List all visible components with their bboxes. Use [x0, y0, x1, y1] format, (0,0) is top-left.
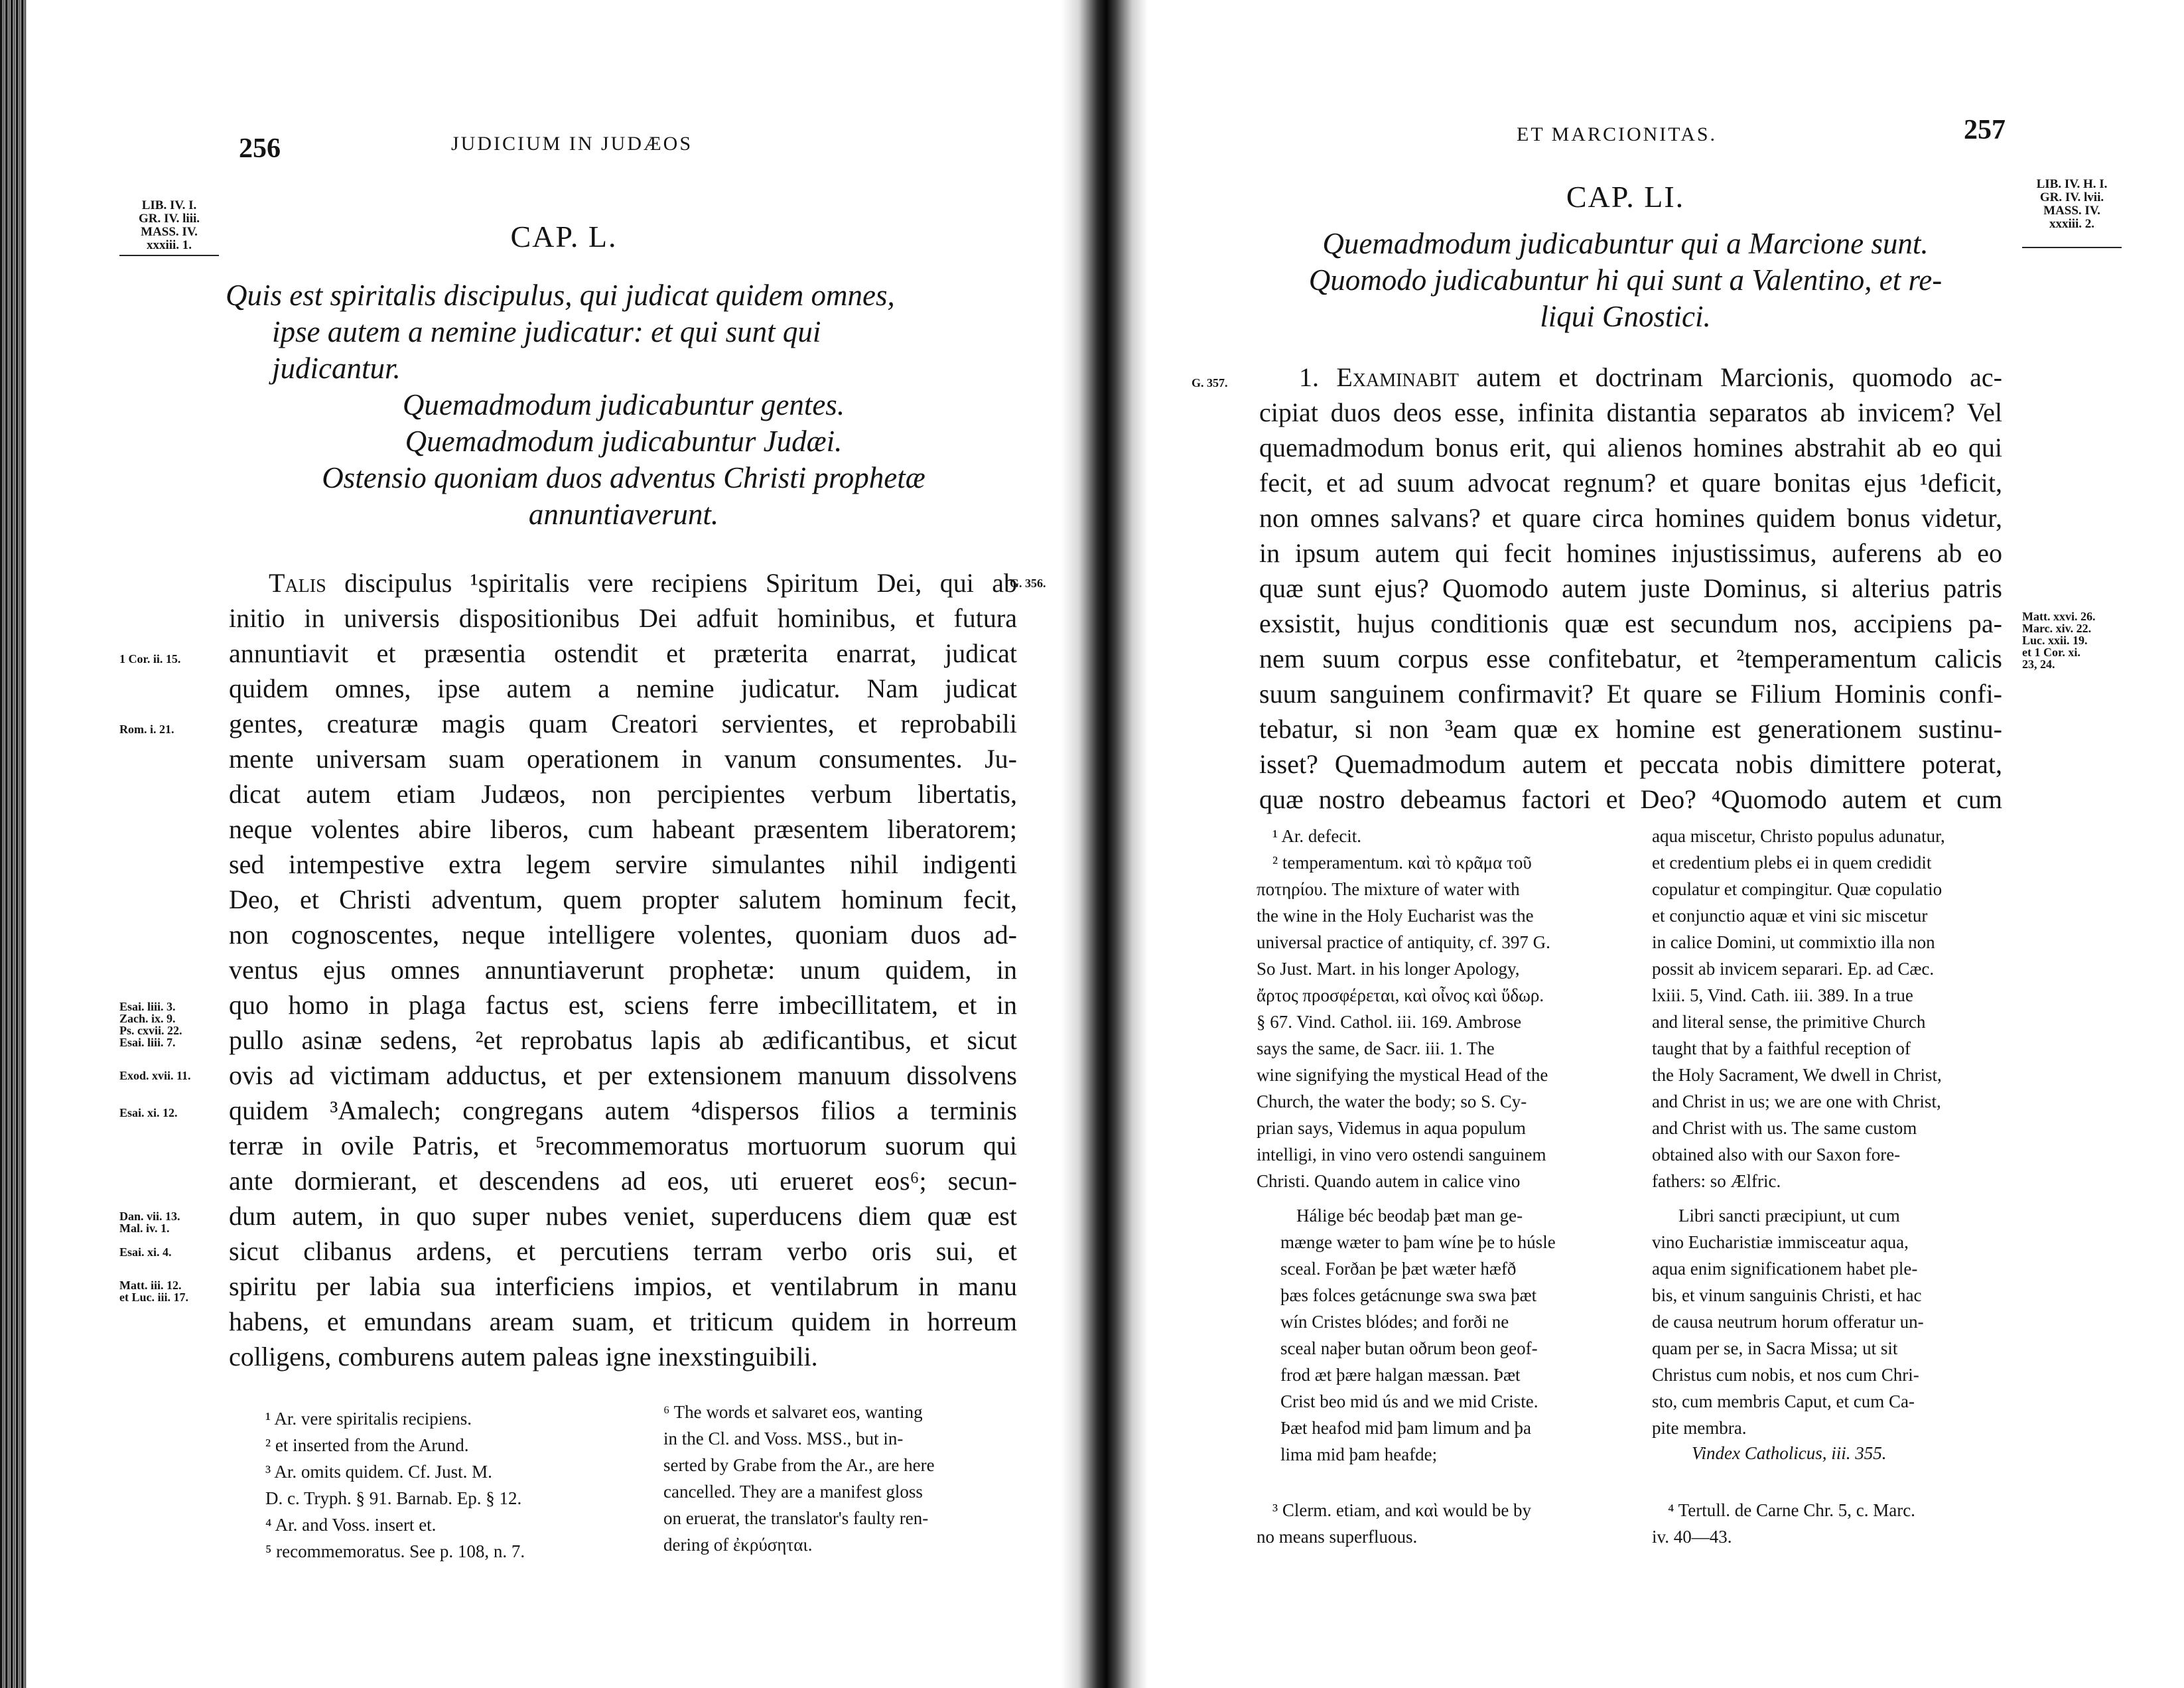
body-line: quo homo in plaga factus est, sciens ferre imbecillitatem, et in [229, 990, 1017, 1020]
body-line: fecit, et ad suum advocat regnum? et quare bonitas ejus ¹deficit, [1259, 468, 2002, 498]
chapter-heading: Quis est spiritalis discipulus, qui judicat quidem omnes, ipse autem a nemine judicatur: et qui sunt qui judicantur. Quemadmodum judicabuntur gentes. Quemadmodum judicabuntur Judæi. Ostensio quoniam duos adventus Christi prophetæ annuntiaverunt. [226, 279, 925, 531]
body-line: Deo, et Christi adventum, quem propter salutem hominum fecit, [229, 884, 1017, 914]
running-head: JUDICIUM IN JUDÆOS [451, 133, 693, 155]
body-line: non cognoscentes, neque intelligere volentes, quoniam duos ad- [229, 920, 1017, 950]
body-line: quæ sunt ejus? Quomodo autem juste Dominus, si alterius patris [1259, 573, 2002, 603]
body-line: terræ in ovile Patris, et ⁵recommemoratus mortuorum suorum qui [229, 1131, 1017, 1160]
body-line: quidem ³Amalech; congregans autem ⁴dispersos filios a terminis [229, 1095, 1017, 1125]
body-text [1259, 360, 2002, 817]
body-line: mente universam suam operationem in vanum consumentes. Ju- [229, 744, 1017, 774]
latin-translation: Libri sancti præcipiunt, ut cum vino Eucharistiæ immisceatur aqua, aqua enim significationem habet ple- bis, et vinum sanguinis Christi, et hac de causa neutrum horum offeratur un- quam per se, in Sacra Missa; ut sit Christus cum nobis, et nos cum Chri- sto, cum membris Caput, et cum Ca- pite membra. [1652, 1206, 1924, 1438]
body-line: spiritu per labia sua interficiens impios, et ventilabrum in manu [229, 1271, 1017, 1301]
scripture-ref: Rom. i. 21. [119, 723, 174, 736]
body-line: annuntiavit et præsentia ostendit et præterita enarrat, judicat [229, 638, 1017, 668]
body-line: pullo asinæ sedens, ²et reprobatus lapis ab ædificantibus, et sicut [229, 1025, 1017, 1055]
scripture-ref: Esai. xi. 4. [119, 1245, 172, 1259]
page-number: 257 [1964, 115, 2006, 145]
book-reference-rule [2022, 247, 2122, 248]
body-line: in ipsum autem qui fecit homines injustissimus, auferens ab eo [1259, 538, 2002, 568]
chapter-title: CAP. L. [510, 220, 618, 253]
body-text [229, 565, 1017, 1374]
body-line: dum autem, in quo super nubes veniet, superducens diem quæ est [229, 1201, 1017, 1231]
footnotes-col-2: aqua miscetur, Christo populus adunatur, et credentium plebs ei in quem credidit copulatur et compingitur. Quæ copulatio et conjunctio aquæ et vini sic miscetur in calice Domini, ut commixtio illa non possit ab invicem separari. Ep. ad Cæc. lxiii. 5, Vind. Cath. iii. 389. In a true and literal sense, the primitive Church taught that by a faithful reception of the Holy Sacrament, We dwell in Christ, and Christ in us; we are one with Christ, and Christ with us. The same custom obtained also with our Saxon fore- fathers: so Ælfric. [1652, 826, 1945, 1191]
body-line: exsistit, hujus conditionis quæ est secundum nos, accipiens pa- [1259, 608, 2002, 638]
body-line: habens, et emundans aream suam, et triticum quidem in horreum [229, 1306, 1017, 1336]
footnotes-col-1: ¹ Ar. defecit. ² temperamentum. καὶ τὸ κρᾶμα τοῦ ποτηρίου. The mixture of water with the wine in the Holy Eucharist was the universal practice of antiquity, cf. 397 G. So Just. Mart. in his longer Apology, ἄρτος προσφέρεται, καὶ οἶνος καὶ ὕδωρ. § 67. Vind. Cathol. iii. 169. Ambrose says the same, de Sacr. iii. 1. The wine signifying the mystical Head of the Church, the water the body; so S. Cy- prian says, Videmus in aqua populum intelligi, in vino vero ostendi sanguinem Christi. Quando autem in calice vino [1257, 826, 1550, 1191]
body-line: suum sanguinem confirmavit? Et quare se Filium Hominis confi- [1259, 679, 2002, 709]
body-line: sicut clibanus ardens, et percutiens terram verbo oris sui, et [229, 1236, 1017, 1266]
body-line: neque volentes abire liberos, cum habeant præsentem liberatorem; [229, 814, 1017, 844]
footnotes-col-2: ⁶ The words et salvaret eos, wanting in the Cl. and Voss. MSS., but in- serted by Grabe from the Ar., are here cancelled. They are a manifest gloss on eruerat, the translator's faulty ren- dering of ἐκρύσηται. [663, 1402, 935, 1555]
footnote-4: ⁴ Tertull. de Carne Chr. 5, c. Marc. iv. 40—43. [1652, 1500, 1915, 1547]
scripture-ref: Matt. iii. 12. et Luc. iii. 17. [119, 1279, 188, 1304]
body-line: ovis ad victimam adductus, et per extensionem manuum dissolvens [229, 1060, 1017, 1090]
book-gutter [1061, 0, 1148, 1688]
book-reference: LIB. IV. H. I. GR. IV. lvii. MASS. IV. xxxiii. 2. [2036, 177, 2108, 231]
grabe-page-ref: G. 357. [1192, 376, 1228, 389]
book-reference-rule [119, 255, 219, 256]
book-reference: LIB. IV. I. GR. IV. liii. MASS. IV. xxxiii. 1. [138, 198, 200, 252]
body-line: 1. Examinabit autem et doctrinam Marcionis, quomodo ac- [1299, 362, 2003, 392]
scripture-ref: Dan. vii. 13. Mal. iv. 1. [119, 1210, 180, 1235]
body-line: tebatur, si non ³eam quæ ex homine est generationem sustinu- [1259, 714, 2002, 744]
page-number: 256 [239, 133, 281, 164]
scripture-ref: Esai. xi. 12. [119, 1106, 178, 1119]
body-line: ventus ejus omnes annuntiaverunt prophetæ: unum quidem, in [229, 955, 1017, 985]
scripture-ref: Esai. liii. 3. Zach. ix. 9. Ps. cxvii. 22. Esai. liii. 7. [119, 1000, 182, 1049]
body-line: quæ nostro debeamus factori et Deo? ⁴Quomodo autem et cum [1259, 784, 2002, 814]
vindex-citation: Vindex Catholicus, iii. 355. [1692, 1443, 1887, 1463]
body-line: Talis discipulus ¹spiritalis vere recipiens Spiritum Dei, qui ab [269, 568, 1017, 598]
chapter-heading: Quemadmodum judicabuntur qui a Marcione sunt. Quomodo judicabuntur hi qui sunt a Valentino, et re- liqui Gnostici. [1308, 227, 1943, 333]
body-line: gentes, creaturæ magis quam Creatori servientes, et reprobabili [229, 709, 1017, 738]
body-line: quemadmodum bonus erit, qui alienos homines abstrahit ab eo qui [1259, 433, 2002, 462]
body-line: non omnes salvans? et quare circa homines quidem bonus videtur, [1259, 503, 2002, 533]
body-line: initio in universis dispositionibus Dei adfuit hominibus, et futura [229, 603, 1017, 633]
body-line: ante dormierant, et descendens ad eos, uti erueret eos⁶; secun- [229, 1166, 1017, 1196]
page-edge [0, 0, 27, 1688]
chapter-title: CAP. LI. [1566, 180, 1685, 214]
running-head: ET MARCIONITAS. [1517, 123, 1718, 145]
footnote-3: ³ Clerm. etiam, and καὶ would be by no means superfluous. [1257, 1500, 1532, 1547]
left-page [27, 0, 1061, 1688]
body-line: nem suum corpus esse confitebatur, et ²temperamentum calicis [1259, 644, 2002, 673]
grabe-page-ref: G. 356. [1010, 577, 1046, 590]
scripture-ref: Matt. xxvi. 26. Marc. xiv. 22. Luc. xxii. 19. et 1 Cor. xi. 23, 24. [2022, 610, 2096, 671]
right-page [1148, 0, 2184, 1688]
body-line: quidem omnes, ipse autem a nemine judicatur. Nam judicat [229, 673, 1017, 703]
body-line: sed intempestive extra legem servire simulantes nihil indigenti [229, 849, 1017, 879]
body-line: colligens, comburens autem paleas igne inexstinguibili. [229, 1342, 818, 1372]
body-line: cipiat duos deos esse, infinita distantia separatos ab invicem? Vel [1259, 397, 2002, 427]
body-line: dicat autem etiam Judæos, non percipientes verbum libertatis, [229, 779, 1017, 809]
scripture-ref: Exod. xvii. 11. [119, 1069, 191, 1082]
body-line: isset? Quemadmodum autem et peccata nobis dimittere poterat, [1259, 749, 2002, 779]
scripture-ref: 1 Cor. ii. 15. [119, 652, 181, 666]
footnotes-col-1: ¹ Ar. vere spiritalis recipiens. ² et inserted from the Arund. ³ Ar. omits quidem. Cf. Just. M. D. c. Tryph. § 91. Barnab. Ep. § 12. ⁴ Ar. and Voss. insert et. ⁵ recommemoratus. See p. 108, n. 7. [265, 1409, 525, 1561]
anglo-saxon-text: Hálige béc beodaþ þæt man ge- mænge wæter to þam wíne þe to húsle sceal. Forðan þe þæt wæter hæfð þæs folces getácnunge swa swa þæt wín Cristes blódes; and forði ne sceal naþer butan oðrum beon geof- frod æt þære halgan mæssan. Þæt Crist beo mid ús and we mid Criste. Þæt heafod mid þam limum and þa lima mid þam heafde; [1280, 1206, 1556, 1464]
